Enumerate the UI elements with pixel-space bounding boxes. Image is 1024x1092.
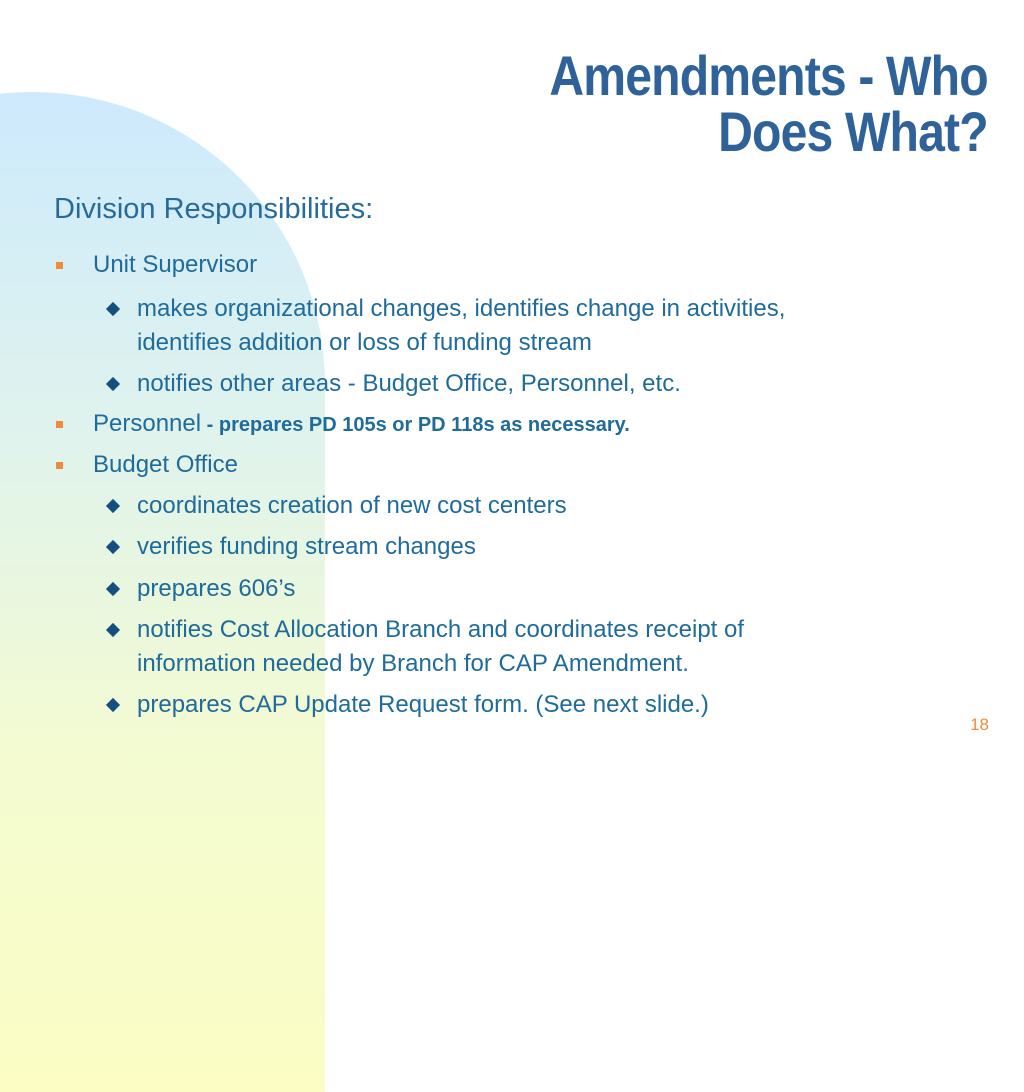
list-subitem bbox=[137, 489, 567, 523]
list-subitem-continuation bbox=[137, 326, 592, 360]
list-subitem-text: notifies Cost Allocation Branch and coordinates receipt of bbox=[137, 616, 745, 643]
list-subitem bbox=[137, 688, 709, 722]
list-subitem-text: coordinates creation of new cost centers bbox=[137, 492, 567, 519]
list-subitem-text: prepares CAP Update Request form. (See next slide.) bbox=[137, 691, 709, 718]
list-subitem-text: verifies funding stream changes bbox=[137, 533, 476, 560]
list-subitem bbox=[137, 530, 476, 564]
slide-number: 18 bbox=[970, 715, 989, 734]
list-item-detail: - prepares PD 105s or PD 118s as necessary. bbox=[201, 414, 630, 436]
list-item-personnel bbox=[93, 409, 630, 440]
slide-title bbox=[549, 44, 988, 163]
list-subitem-text: identifies addition or loss of funding stream bbox=[137, 329, 592, 356]
list-subitem bbox=[137, 572, 295, 606]
section-heading: Division Responsibilities: bbox=[54, 193, 374, 225]
slide-title-line2: Does What? bbox=[718, 100, 988, 163]
list-subitem bbox=[137, 367, 681, 401]
slide-title-line1: Amendments - Who bbox=[549, 44, 988, 107]
list-subitem bbox=[137, 613, 744, 647]
list-item-budget-office bbox=[93, 450, 238, 480]
list-subitem-text: prepares 606’s bbox=[137, 575, 296, 602]
square-bullet-icon bbox=[56, 262, 63, 269]
square-bullet-icon bbox=[56, 462, 63, 469]
list-item-label: Budget Office bbox=[93, 451, 238, 478]
list-subitem-text: notifies other areas - Budget Office, Personnel, etc. bbox=[137, 370, 681, 397]
list-subitem-text: makes organizational changes, identifies change in activities, bbox=[137, 295, 786, 322]
list-subitem bbox=[137, 292, 785, 326]
square-bullet-icon bbox=[56, 421, 63, 428]
list-item-label: Personnel bbox=[93, 410, 202, 437]
list-subitem-continuation bbox=[137, 647, 689, 681]
list-subitem-text: information needed by Branch for CAP Amendment. bbox=[137, 650, 689, 677]
list-item-label: Unit Supervisor bbox=[93, 251, 258, 278]
list-item-unit-supervisor bbox=[93, 250, 257, 280]
